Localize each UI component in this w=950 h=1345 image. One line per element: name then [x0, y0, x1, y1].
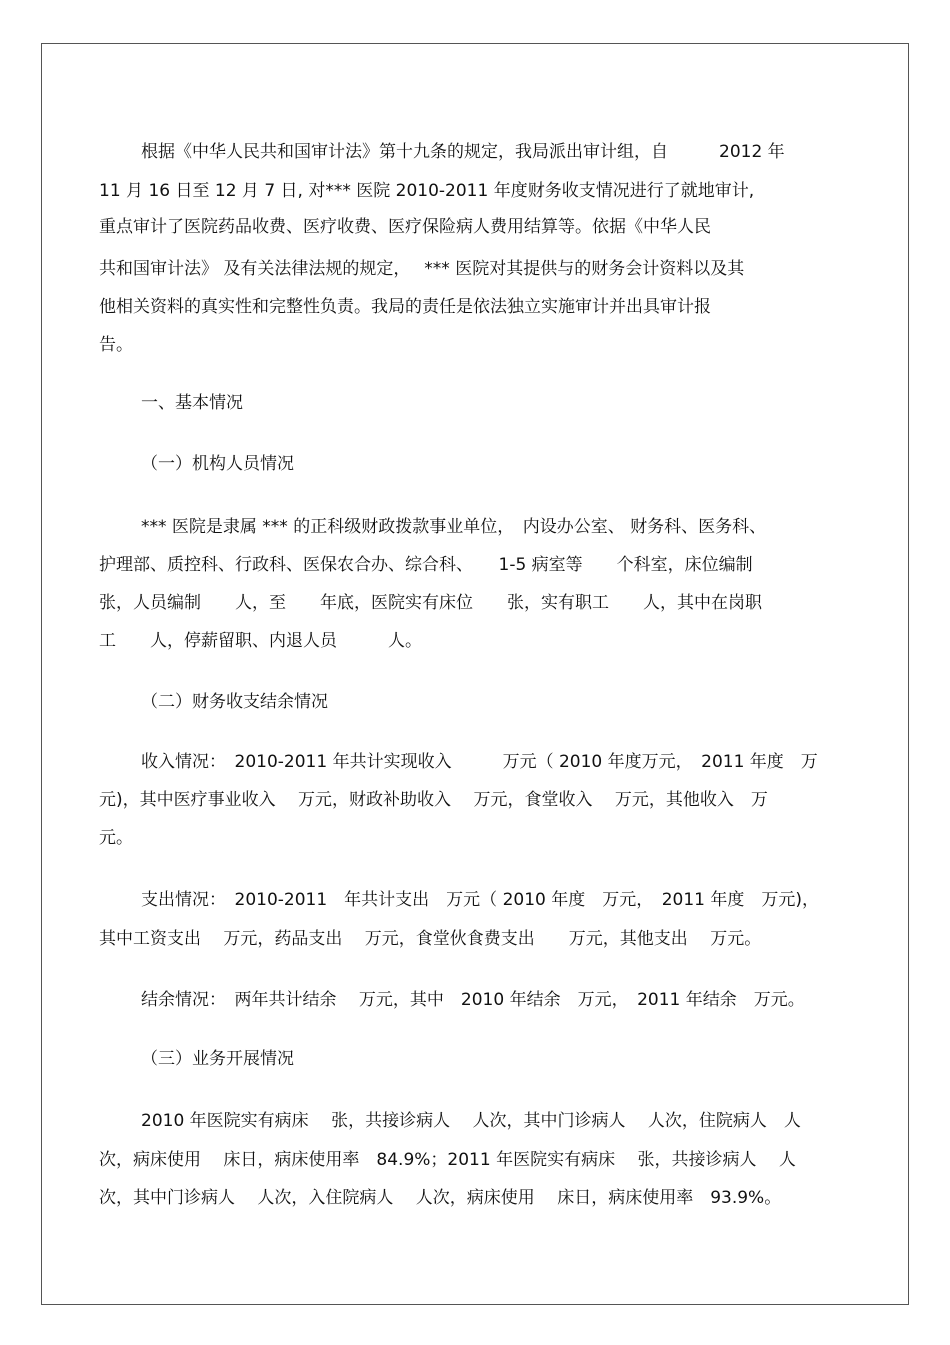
section-heading: 一、基本情况: [141, 393, 243, 413]
business-line: 2010 年医院实有病床 张，共接诊病人 人次，其中门诊病人 人次，住院病人 人: [141, 1111, 801, 1131]
expense-line: 支出情况： 2010-2011 年共计支出 万元（ 2010 年度 万元， 2011 年度 万元)，: [141, 890, 820, 910]
staff-line: 工 人，停薪留职、内退人员 人。: [99, 631, 422, 651]
staff-line: 张，人员编制 人，至 年底，医院实有床位 张，实有职工 人，其中在岗职: [99, 593, 762, 613]
intro-line: 告。: [99, 335, 133, 355]
staff-line: *** 医院是隶属 *** 的正科级财政拨款事业单位， 内设办公室、 财务科、医务科、: [141, 517, 767, 537]
income-line: 元。: [99, 828, 133, 848]
intro-line: 11 月 16 日至 12 月 7 日, 对*** 医院 2010-2011 年度财务收支情况进行了就地审计,: [99, 181, 755, 201]
business-line: 次，其中门诊病人 人次，入住院病人 人次，病床使用 床日，病床使用率 93.9%。: [99, 1188, 782, 1208]
intro-line: 根据《中华人民共和国审计法》第十九条的规定，我局派出审计组，自 2012 年: [141, 142, 785, 162]
subsection-heading: （二）财务收支结余情况: [141, 692, 328, 712]
business-line: 次，病床使用 床日，病床使用率 84.9%；2011 年医院实有病床 张，共接诊病人 人: [99, 1150, 796, 1170]
balance-line: 结余情况： 两年共计结余 万元，其中 2010 年结余 万元， 2011 年结余 万元。: [141, 990, 805, 1010]
income-line: 元)，其中医疗事业收入 万元，财政补助收入 万元，食堂收入 万元，其他收入 万: [99, 790, 768, 810]
intro-line: 共和国审计法》 及有关法律法规的规定， *** 医院对其提供与的财务会计资料以及其: [99, 259, 745, 279]
intro-line: 他相关资料的真实性和完整性负责。我局的责任是依法独立实施审计并出具审计报: [99, 297, 711, 317]
subsection-heading: （三）业务开展情况: [141, 1049, 294, 1069]
staff-line: 护理部、质控科、行政科、医保农合办、综合科、 1-5 病室等 个科室，床位编制: [99, 555, 753, 575]
expense-line: 其中工资支出 万元，药品支出 万元，食堂伙食费支出 万元，其他支出 万元。: [99, 929, 762, 949]
income-line: 收入情况： 2010-2011 年共计实现收入 万元（ 2010 年度万元， 2011 年度 万: [141, 752, 818, 772]
intro-line: 重点审计了医院药品收费、医疗收费、医疗保险病人费用结算等。依据《中华人民: [99, 217, 711, 237]
subsection-heading: （一）机构人员情况: [141, 454, 294, 474]
